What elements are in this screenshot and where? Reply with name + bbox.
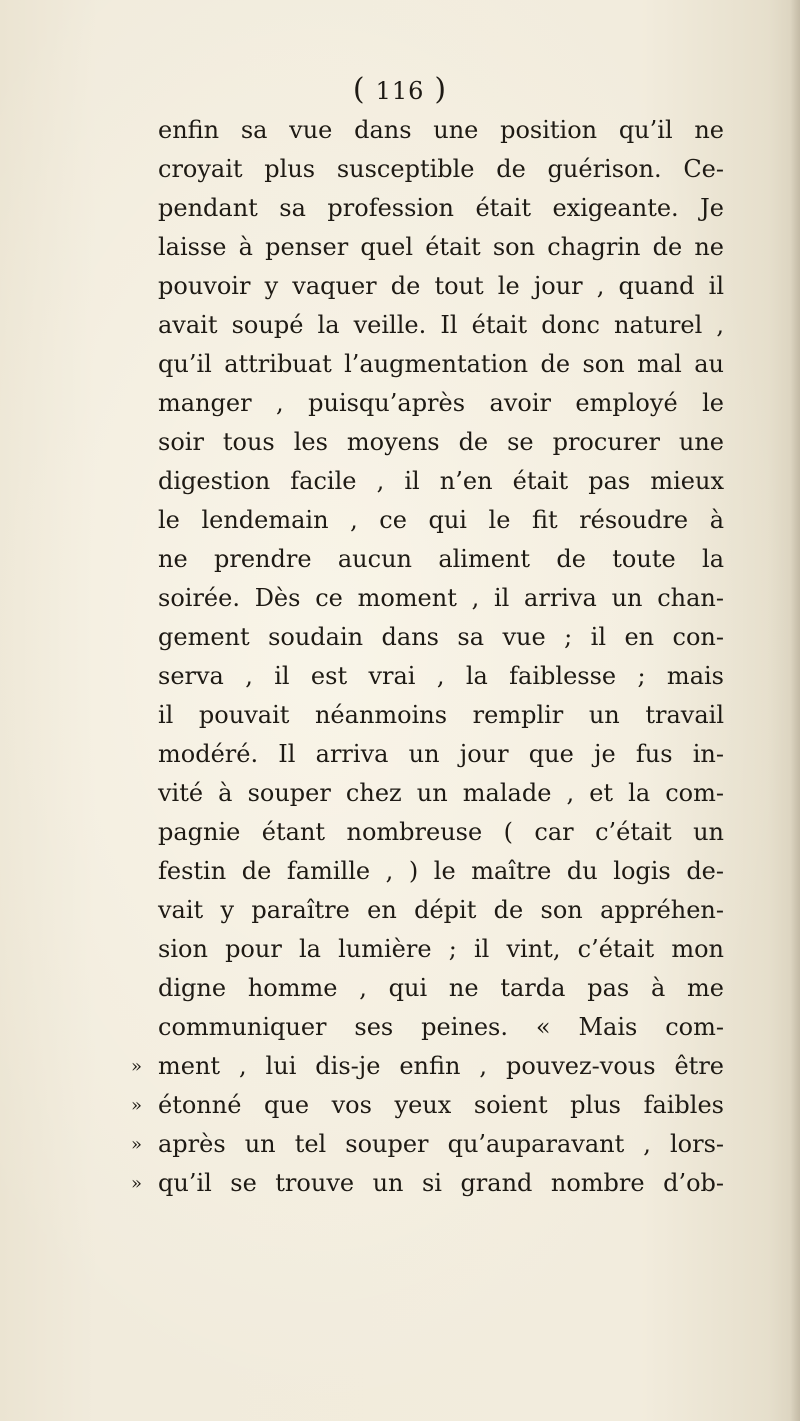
quoted-text: après un tel souper qu’auparavant , lors- bbox=[158, 1130, 724, 1158]
page-edge-shadow bbox=[790, 0, 800, 1421]
text-line: qu’il attribuat l’augmentation de son mal au bbox=[158, 350, 724, 378]
quoted-text-line bbox=[131, 1125, 724, 1164]
quoted-text-line bbox=[131, 1164, 724, 1203]
text-line: le lendemain , ce qui le fit résoudre à bbox=[158, 506, 724, 534]
text-line: gement soudain dans sa vue ; il en con- bbox=[158, 623, 724, 651]
quoted-text-line bbox=[131, 1086, 724, 1125]
text-line: digestion facile , il n’en était pas mieux bbox=[158, 467, 724, 495]
text-line: vité à souper chez un malade , et la com- bbox=[158, 779, 724, 807]
text-line: croyait plus susceptible de guérison. Ce- bbox=[158, 155, 724, 183]
folio-open-paren: ( bbox=[352, 72, 366, 107]
text-line: pouvoir y vaquer de tout le jour , quand il bbox=[158, 272, 724, 300]
text-line: soir tous les moyens de se procurer une bbox=[158, 428, 724, 456]
body-text bbox=[131, 111, 724, 1203]
text-line: enfin sa vue dans une position qu’il ne bbox=[158, 116, 724, 144]
quote-mark: » bbox=[131, 1095, 143, 1116]
quoted-text-line bbox=[131, 1047, 724, 1086]
text-line: modéré. Il arriva un jour que je fus in- bbox=[158, 740, 724, 768]
text-line: il pouvait néanmoins remplir un travail bbox=[158, 701, 724, 729]
quote-mark: » bbox=[131, 1134, 143, 1155]
quoted-text: qu’il se trouve un si grand nombre d’ob- bbox=[158, 1169, 724, 1197]
text-line: laisse à penser quel était son chagrin de ne bbox=[158, 233, 724, 261]
page-number bbox=[0, 72, 800, 107]
text-line: pagnie étant nombreuse ( car c’était un bbox=[158, 818, 724, 846]
text-line: manger , puisqu’après avoir employé le bbox=[158, 389, 724, 417]
quoted-text: ment , lui dis-je enfin , pouvez-vous être bbox=[158, 1052, 724, 1080]
text-line: festin de famille , ) le maître du logis de- bbox=[158, 857, 724, 885]
text-line: serva , il est vrai , la faiblesse ; mais bbox=[158, 662, 724, 690]
text-line: avait soupé la veille. Il était donc naturel , bbox=[158, 311, 724, 339]
text-line: ne prendre aucun aliment de toute la bbox=[158, 545, 724, 573]
text-line: sion pour la lumière ; il vint, c’était mon bbox=[158, 935, 724, 963]
quote-mark: » bbox=[131, 1173, 143, 1194]
text-line: communiquer ses peines. « Mais com- bbox=[158, 1013, 724, 1041]
quote-mark: » bbox=[131, 1056, 143, 1077]
folio-close-paren: ) bbox=[434, 72, 448, 107]
quoted-text: étonné que vos yeux soient plus faibles bbox=[158, 1091, 724, 1119]
text-line: digne homme , qui ne tarda pas à me bbox=[158, 974, 724, 1002]
text-line: pendant sa profession était exigeante. Je bbox=[158, 194, 724, 222]
text-line: vait y paraître en dépit de son appréhen- bbox=[158, 896, 724, 924]
text-line: soirée. Dès ce moment , il arriva un chan- bbox=[158, 584, 724, 612]
folio-number: 116 bbox=[375, 77, 425, 105]
